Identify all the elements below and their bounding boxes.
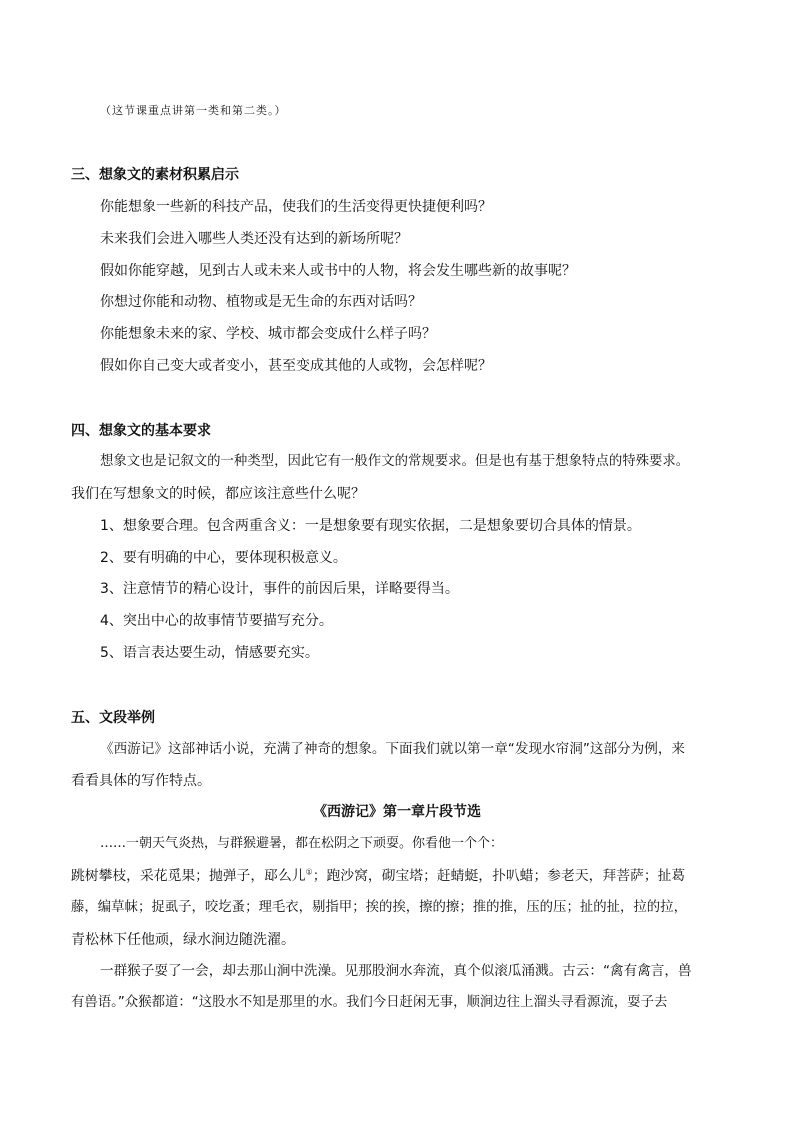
excerpt-line: 藤，编草帓；捉虱子，咬圪蚤；理毛衣，剔指甲；挨的挨，擦的擦；推的推，压的压；扯的扯，拉的拉， [71,900,687,915]
question-line: 你能想象一些新的科技产品，使我们的生活变得更快捷便利吗？ [100,199,492,215]
paragraph-line: 我们在写想象文的时候，都应该注意些什么呢？ [71,486,365,502]
lesson-note: （这节课重点讲第一类和第二类。） [100,104,287,117]
excerpt-line: ……一朝天气炎热，与群猴避暑，都在松阴之下顽耍。你看他一个个： [100,836,504,851]
requirement-item: 2、要有明确的中心，要体现积极意义。 [100,550,347,566]
footnote-marker: ① [305,867,313,877]
section-heading-3: 三、想象文的素材积累启示 [71,167,239,183]
requirement-item: 5、语言表达要生动，情感要充实。 [100,645,319,661]
paragraph-line: 《西游记》这部神话小说，充满了神奇的想象。下面我们就以第一章“发现水帘洞”这部分为例，来 [100,741,686,757]
question-line: 未来我们会进入哪些人类还没有达到的新场所呢？ [100,231,408,247]
question-line: 假如你能穿越，见到古人或未来人或书中的人物，将会发生哪些新的故事呢？ [100,263,576,279]
question-line: 假如你自己变大或者变小，甚至变成其他的人或物，会怎样呢？ [100,358,492,374]
excerpt-text: 跳树攀枝，采花觅果；抛弹子，邷么儿 [71,868,306,884]
paragraph-line: 想象文也是记叙文的一种类型，因此它有一般作文的常规要求。但是也有基于想象特点的特殊要求。 [100,454,690,469]
excerpt-line: 有兽语。”众猴都道：“这股水不知是那里的水。我们今日赶闲无事，顺涧边往上溜头寻看源流，耍子去 [71,995,668,1010]
section-heading-4: 四、想象文的基本要求 [71,423,211,439]
excerpt-title: 《西游记》第一章片段节选 [313,804,481,820]
section-heading-5: 五、文段举例 [71,710,155,726]
question-line: 你能想象未来的家、学校、城市都会变成什么样子吗？ [100,326,436,342]
paragraph-line: 看看具体的写作特点。 [71,773,211,789]
excerpt-line: 一群猴子耍了一会，却去那山涧中洗澡。见那股涧水奔流，真个似滚瓜涌溅。古云：“禽有禽言，兽 [100,963,692,979]
excerpt-line: 青松林下任他顽，绿水涧边随洗濯。 [71,932,295,948]
requirement-item: 4、突出中心的故事情节要描写充分。 [100,613,333,629]
question-line: 你想过你能和动物、植物或是无生命的东西对话吗？ [100,294,422,310]
requirement-item: 3、注意情节的精心设计，事件的前因后果，详略要得当。 [100,581,459,597]
requirement-item: 1、想象要合理。包含两重含义：一是想象要有现实依据，二是想象要切合具体的情景。 [100,518,641,534]
excerpt-line [71,866,685,886]
excerpt-text: ；跑沙窝，砌宝塔；赶蜻蜓，扑叭蜡；参老天，拜菩萨；扯葛 [312,868,686,884]
